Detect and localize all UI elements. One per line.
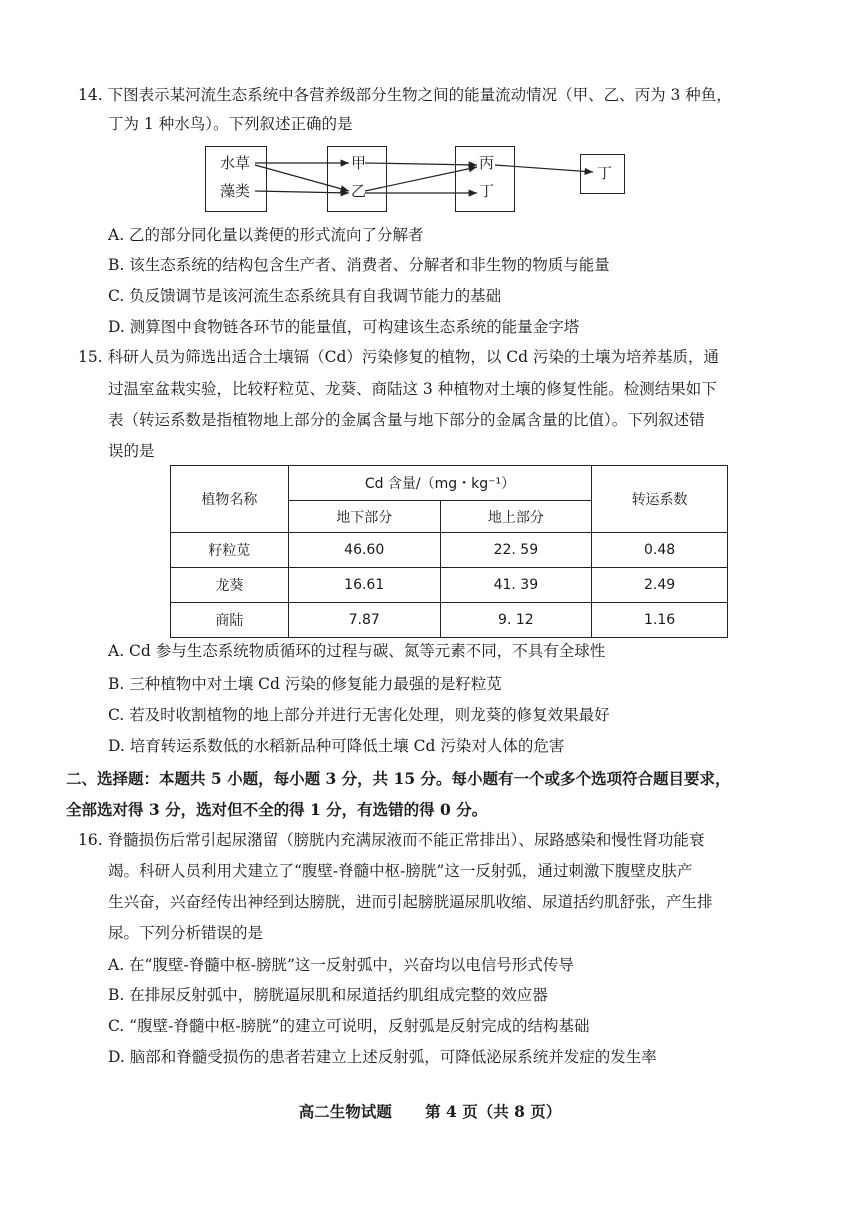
q16-stem-line1: 16. 脊髓损伤后常引起尿潴留（膀胱内充满尿液而不能正常排出）、尿路感染和慢性肾功能衰 [78, 831, 705, 849]
q16-option-b: B. 在排尿反射弧中，膀胱逼尿肌和尿道括约肌组成完整的效应器 [108, 986, 548, 1004]
q15-stem-line1: 15. 科研人员为筛选出适合土壤镉（Cd）污染修复的植物，以 Cd 污染的土壤为培养基质，通 [78, 348, 719, 366]
cell-plant: 龙葵 [171, 568, 289, 603]
q14-option-b: B. 该生态系统的结构包含生产者、消费者、分解者和非生物的物质与能量 [108, 256, 610, 274]
cell-above: 9. 12 [440, 603, 592, 638]
header-cd-content: Cd 含量/（mg・kg⁻¹） [288, 466, 591, 501]
q15-option-c: C. 若及时收割植物的地上部分并进行无害化处理，则龙葵的修复效果最好 [108, 706, 610, 724]
q14-stem-line2: 丁为 1 种水鸟）。下列叙述正确的是 [108, 115, 353, 133]
q16-stem-line3: 生兴奋，兴奋经传出神经到达膀胱，进而引起膀胱逼尿肌收缩、尿道括约肌舒张，产生排 [108, 893, 713, 911]
page-footer [0, 1100, 860, 1122]
footer-page-number: 第 4 页（共 8 页） [425, 1102, 562, 1121]
node-bing: 丙 [479, 154, 495, 172]
table-row [171, 533, 728, 568]
cell-below: 46.60 [288, 533, 440, 568]
footer-subject: 高二生物试题 [298, 1102, 392, 1121]
q15-option-d: D. 培育转运系数低的水稻新品种可降低土壤 Cd 污染对人体的危害 [108, 737, 565, 755]
q15-stem-line4: 误的是 [108, 442, 155, 460]
cell-coef: 2.49 [592, 568, 728, 603]
q15-option-a: A. Cd 参与生态系统物质循环的过程与碳、氮等元素不同，不具有全球性 [108, 642, 606, 660]
section2-heading-line1: 二、选择题：本题共 5 小题，每小题 3 分，共 15 分。每小题有一个或多个选项符合题目要求， [66, 769, 731, 788]
header-below-ground: 地下部分 [288, 501, 440, 533]
cell-plant: 商陆 [171, 603, 289, 638]
cell-above: 41. 39 [440, 568, 592, 603]
cell-above: 22. 59 [440, 533, 592, 568]
table-row [171, 603, 728, 638]
q14-option-d: D. 测算图中食物链各环节的能量值，可构建该生态系统的能量金字塔 [108, 318, 580, 336]
table-header-row [171, 466, 728, 501]
q16-stem-line2: 竭。科研人员利用犬建立了“腹壁-脊髓中枢-膀胱”这一反射弧，通过刺激下腹壁皮肤产 [108, 862, 693, 880]
q16-option-c: C. “腹壁-脊髓中枢-膀胱”的建立可说明，反射弧是反射完成的结构基础 [108, 1017, 590, 1035]
q15-option-b: B. 三种植物中对土壤 Cd 污染的修复能力最强的是籽粒苋 [108, 675, 502, 693]
cell-coef: 0.48 [592, 533, 728, 568]
cell-coef: 1.16 [592, 603, 728, 638]
node-ding: 丁 [597, 164, 613, 182]
header-transfer-coef: 转运系数 [592, 466, 728, 533]
node-zaolei: 藻类 [220, 182, 251, 200]
cell-below: 16.61 [288, 568, 440, 603]
q14-stem-line1: 14. 下图表示某河流生态系统中各营养级部分生物之间的能量流动情况（甲、乙、丙为 3 种鱼， [78, 86, 732, 104]
header-above-ground: 地上部分 [440, 501, 592, 533]
q14-option-a: A. 乙的部分同化量以粪便的形式流向了分解者 [108, 226, 424, 244]
food-web-diagram [205, 146, 625, 216]
node-jia: 甲 [351, 154, 367, 172]
node-shuicao: 水草 [220, 154, 251, 172]
q14-option-c: C. 负反馈调节是该河流生态系统具有自我调节能力的基础 [108, 287, 502, 305]
q16-stem-line4: 尿。下列分析错误的是 [108, 924, 264, 942]
header-plant-name: 植物名称 [171, 466, 289, 533]
cell-plant: 籽粒苋 [171, 533, 289, 568]
table-row [171, 568, 728, 603]
cell-below: 7.87 [288, 603, 440, 638]
q16-option-a: A. 在“腹壁-脊髓中枢-膀胱”这一反射弧中，兴奋均以电信号形式传导 [108, 956, 574, 974]
section2-heading-line2: 全部选对得 3 分，选对但不全的得 1 分，有选错的得 0 分。 [66, 800, 488, 819]
cd-content-table [170, 465, 728, 638]
node-ding-small: 丁 [479, 182, 495, 200]
q16-option-d: D. 脑部和脊髓受损伤的患者若建立上述反射弧，可降低泌尿系统并发症的发生率 [108, 1048, 657, 1066]
q15-stem-line2: 过温室盆栽实验，比较籽粒苋、龙葵、商陆这 3 种植物对土壤的修复性能。检测结果如下 [108, 380, 717, 398]
node-yi: 乙 [351, 182, 367, 200]
q15-stem-line3: 表（转运系数是指植物地上部分的金属含量与地下部分的金属含量的比值）。下列叙述错 [108, 411, 705, 429]
food-web-arrows [205, 146, 625, 216]
